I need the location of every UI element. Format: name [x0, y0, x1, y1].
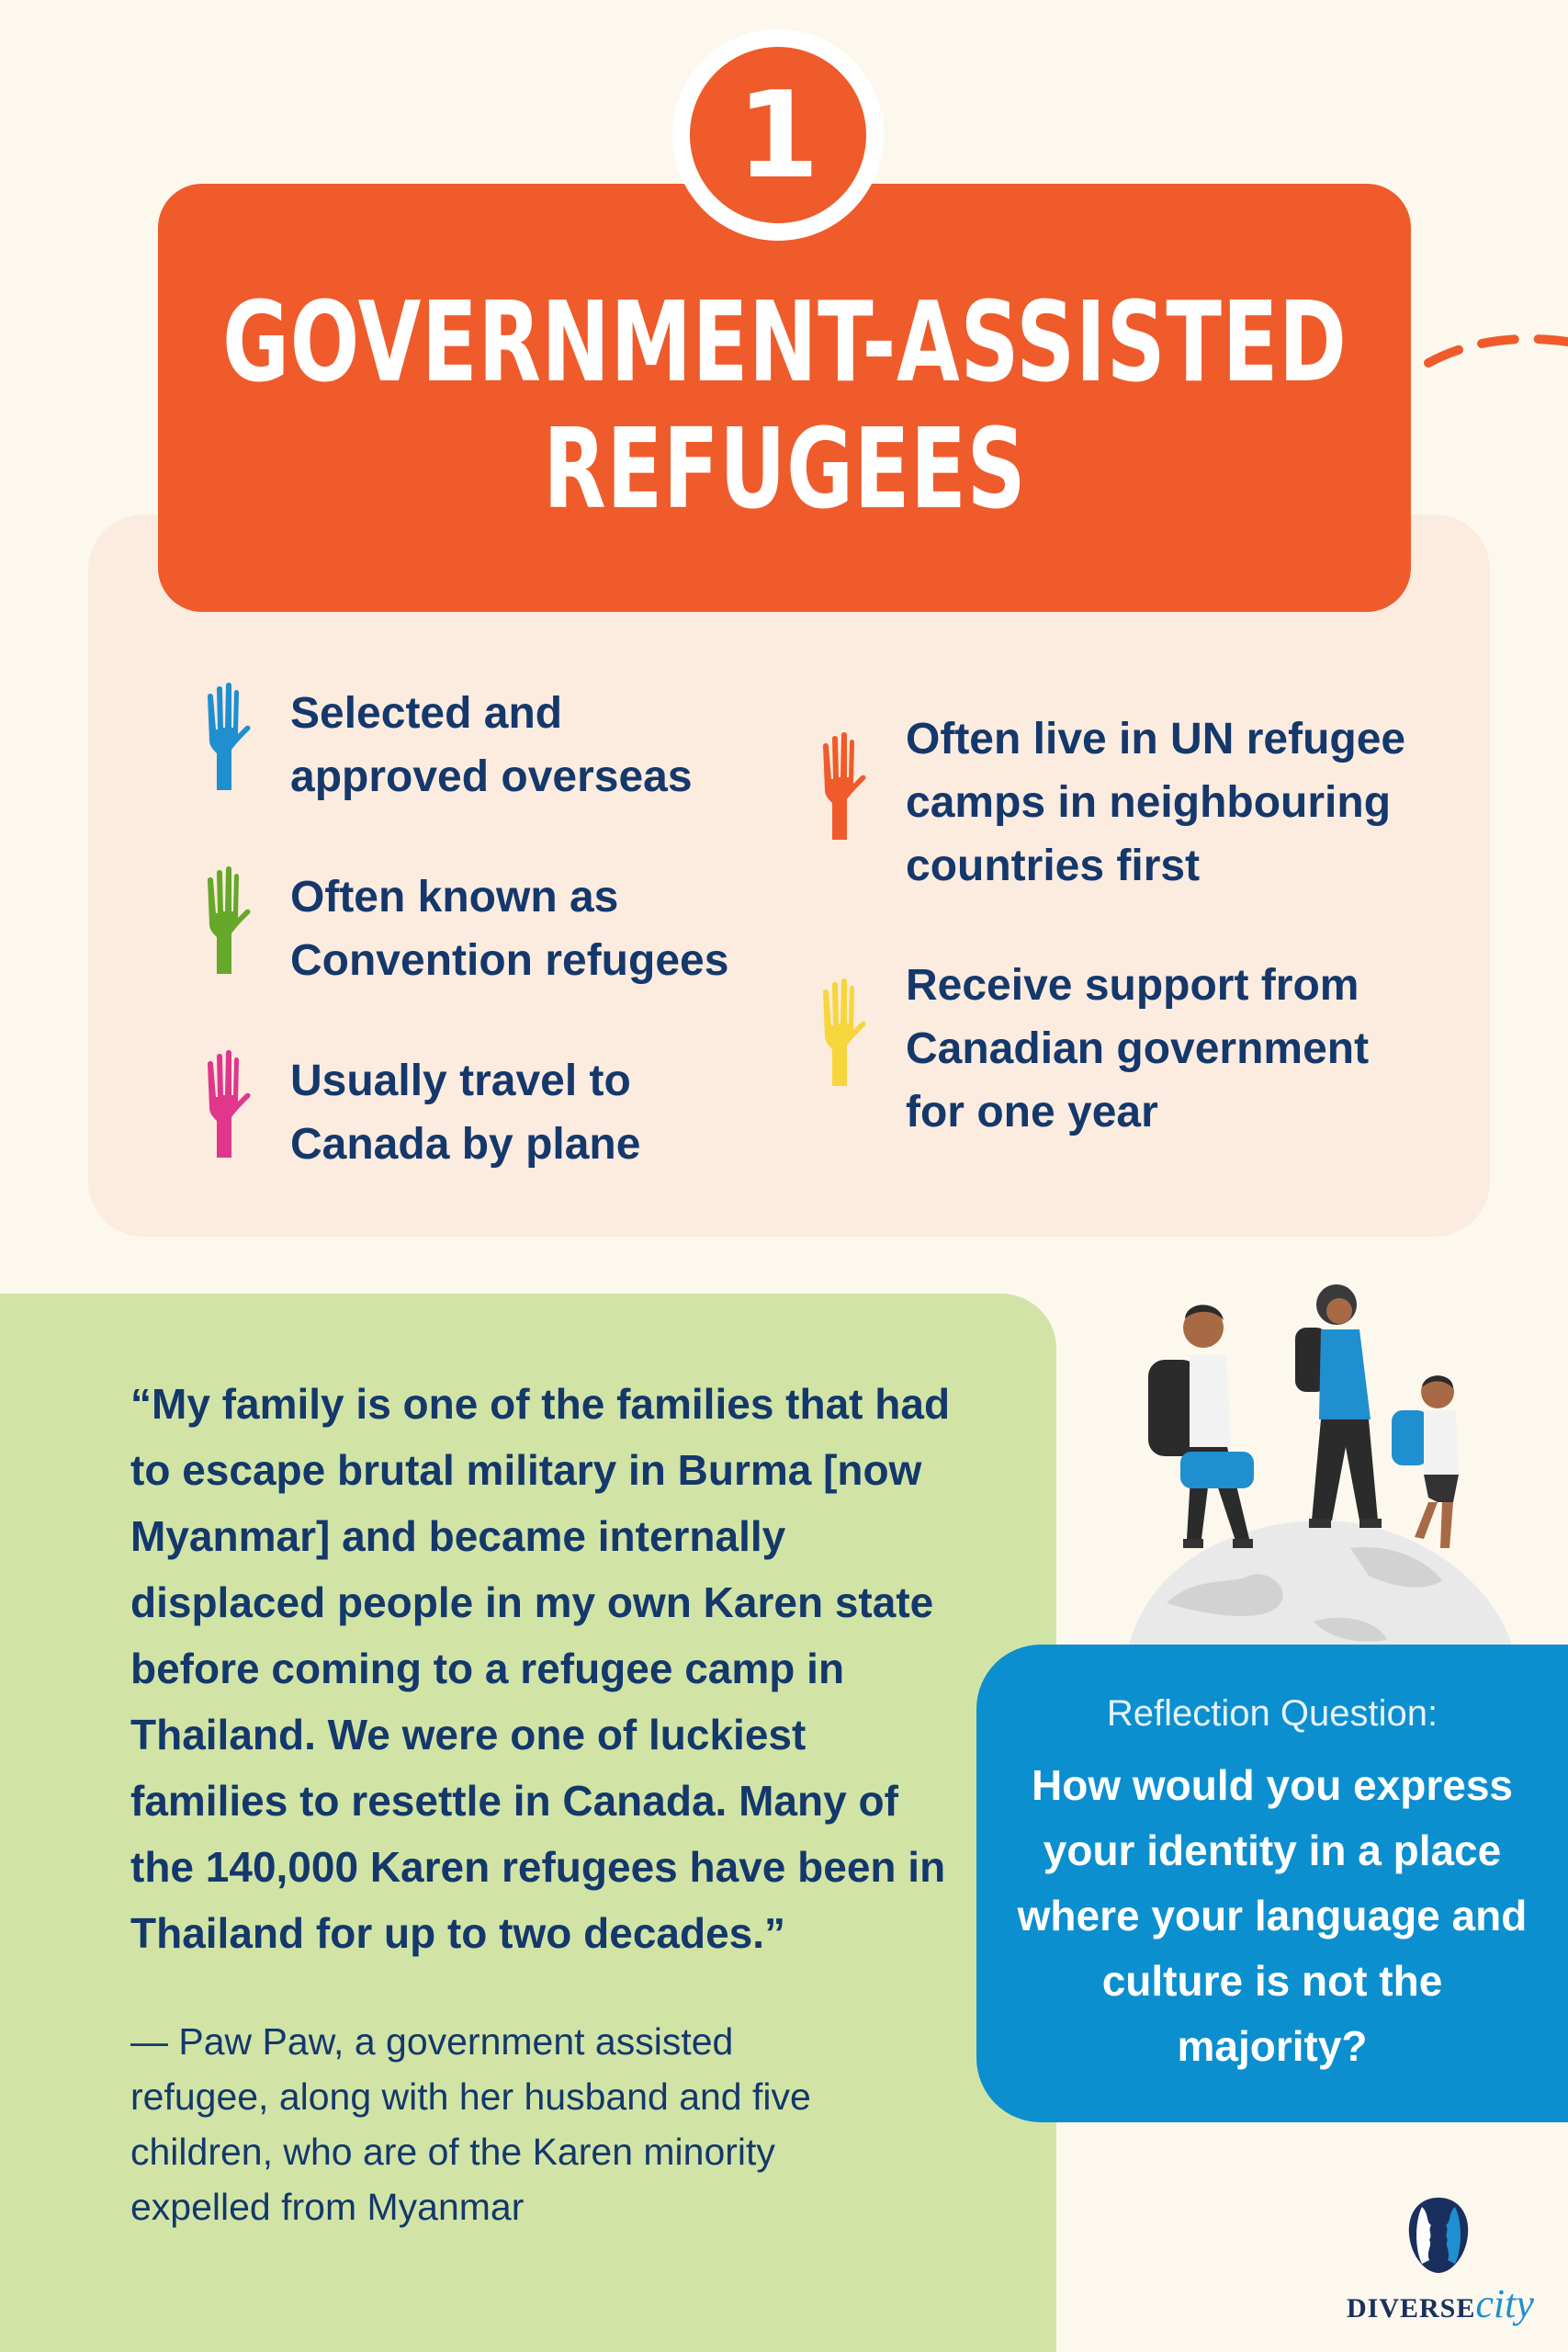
fact-text: Usually travel to Canada by plane	[290, 1057, 641, 1169]
logo-word-city: city	[1475, 2281, 1534, 2326]
fact-text: Selected and approved overseas	[290, 689, 693, 801]
fact-item-plane	[197, 1049, 731, 1176]
testimonial-quote: “My family is one of the families that had to escape brutal military in Burma [now Myanmar] and became internally displaced people in my own Karen state before coming to a refugee camp in Thailand. We were one of luckiest families to resettle in Canada. Many of the 140,000 Karen refugees have been in Thailand for up to two decades.”	[130, 1380, 951, 1957]
title-banner	[158, 184, 1411, 612]
diversecity-logo	[1347, 2194, 1534, 2332]
number-badge	[672, 29, 884, 241]
reflection-label: Reflection Question:	[1106, 1693, 1438, 1734]
logo-word-diverse: DIVERSE	[1347, 2293, 1476, 2324]
fact-item-camps	[812, 715, 1457, 898]
page-title-line-2: REFUGEES	[543, 406, 1026, 534]
reflection-question-box	[976, 1645, 1568, 2122]
hand-icon	[812, 978, 867, 1088]
fact-text: Often known as Convention refugees	[290, 873, 729, 985]
hand-icon	[812, 731, 867, 842]
fact-item-convention	[197, 865, 768, 992]
family-walking-illustration	[1111, 1272, 1525, 1658]
logo-faces-icon	[1402, 2194, 1475, 2277]
fact-text: Receive support from Canadian government for one year	[906, 961, 1370, 1136]
number-badge-value: 1	[690, 47, 866, 223]
dashed-path-decoration	[1415, 312, 1568, 386]
fact-item-selected	[197, 682, 768, 808]
testimonial-attribution: — Paw Paw, a government assisted refugee, along with her husband and five children, who are of the Karen minority expelled from Myanmar	[130, 2020, 811, 2228]
fact-item-support	[812, 961, 1420, 1144]
hand-icon	[197, 1049, 252, 1159]
hand-icon	[197, 865, 252, 976]
hand-icon	[197, 682, 252, 792]
logo-wordmark	[1347, 2280, 1534, 2327]
page-title-line-1: GOVERNMENT-ASSISTED	[221, 279, 1348, 407]
fact-text: Often live in UN refugee camps in neighbouring countries first	[906, 715, 1406, 890]
reflection-question: How would you express your identity in a place where your language and culture is not the majority?	[1017, 1761, 1528, 2070]
